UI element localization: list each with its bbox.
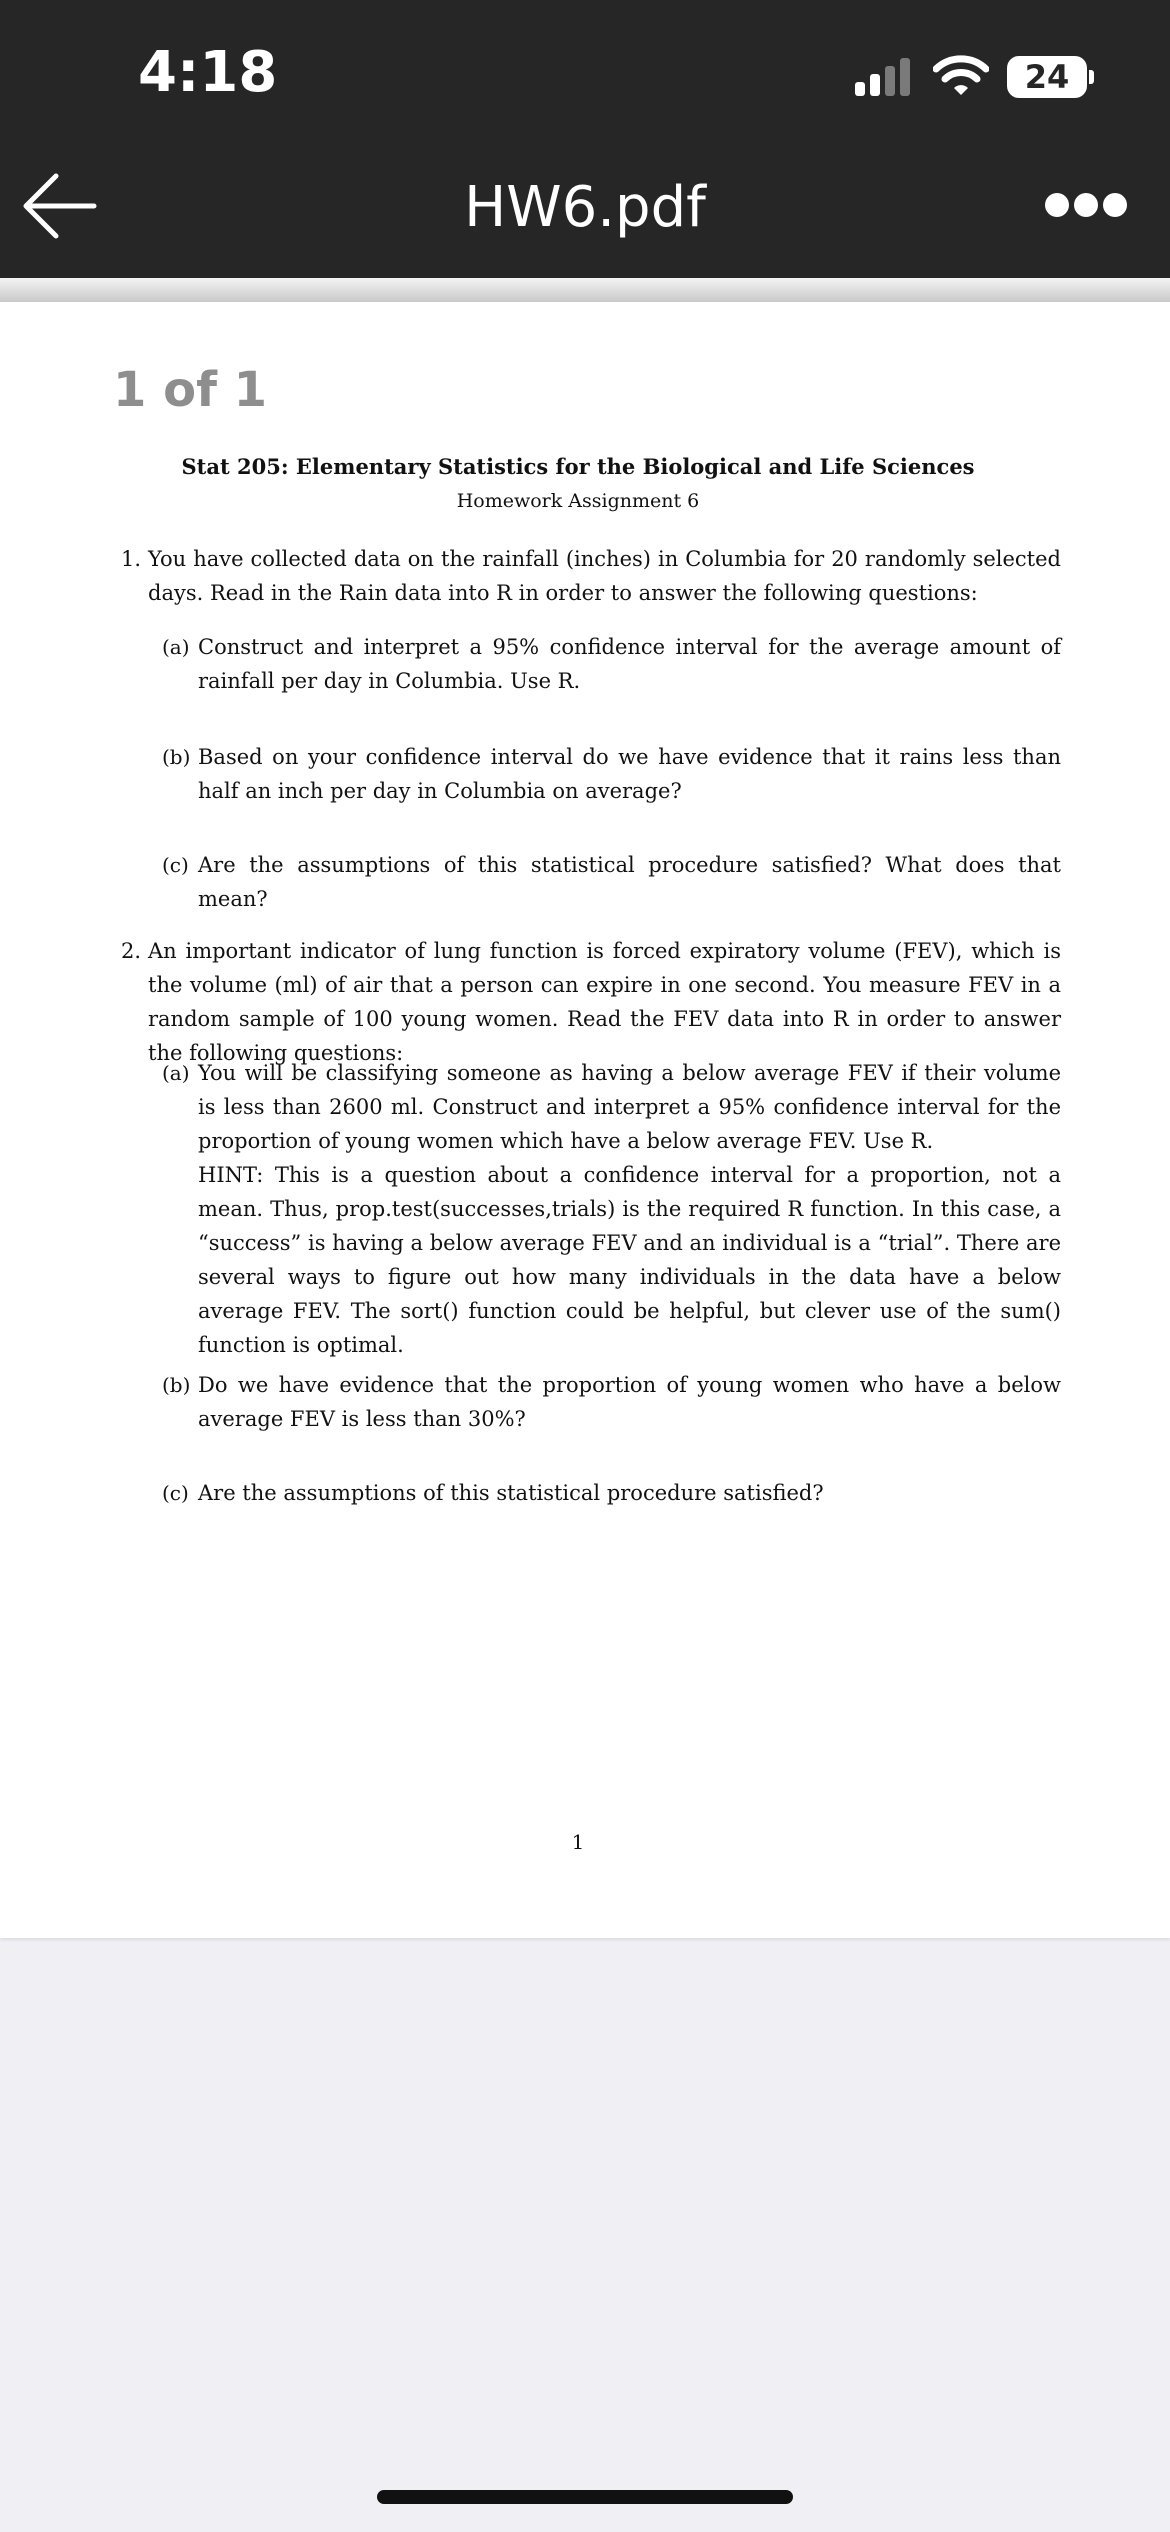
part-text: Do we have evidence that the proportion of young women who have a below average FEV is less than 30%? bbox=[198, 1373, 1061, 1431]
part-text: Are the assumptions of this statistical procedure satisfied? bbox=[198, 1481, 824, 1505]
part-label: (c) bbox=[162, 853, 189, 877]
assignment-title: Homework Assignment 6 bbox=[456, 490, 700, 512]
question-text: An important indicator of lung function is forced expiratory volume (FEV), which is the volume (ml) of air that a person can expire in one second. You measure FEV in a random sample of 100 young women. Read the FEV data into R in order to answer the following questions: bbox=[148, 939, 1061, 1065]
page-indicator: 1 of 1 bbox=[113, 362, 268, 418]
more-dots-icon[interactable] bbox=[1045, 193, 1125, 219]
question-1a bbox=[162, 630, 1061, 698]
home-indicator[interactable] bbox=[377, 2490, 793, 2504]
part-label: (b) bbox=[162, 745, 191, 769]
question-1 bbox=[121, 542, 1061, 610]
course-title: Stat 205: Elementary Statistics for the Biological and Life Sciences bbox=[181, 454, 975, 479]
part-label: (a) bbox=[162, 1061, 190, 1085]
question-number: 1. bbox=[121, 547, 142, 571]
hint-text: HINT: This is a question about a confidence interval for a proportion, not a mean. Thus, prop.test(successes,trials) is the required R function. In this case, a “success” is having a below average FEV and an individual is a “trial”. There are several ways to figure out how many individuals in the data have a below average FEV. The sort() function could be helpful, but clever use of the sum() function is optimal. bbox=[198, 1163, 1061, 1357]
wifi-icon bbox=[933, 55, 989, 97]
part-text: You will be classifying someone as having a below average FEV if their volume is less than 2600 ml. Construct and interpret a 95% confidence interval for the proportion of young women which have a below average FEV. Use R. bbox=[198, 1061, 1061, 1153]
battery-tip bbox=[1089, 70, 1094, 84]
part-label: (b) bbox=[162, 1373, 191, 1397]
status-time: 4:18 bbox=[138, 40, 278, 105]
question-1b bbox=[162, 740, 1061, 808]
battery-indicator: 24 bbox=[1007, 56, 1087, 98]
pdf-page bbox=[0, 302, 1170, 1938]
part-label: (c) bbox=[162, 1481, 189, 1505]
part-text: Based on your confidence interval do we have evidence that it rains less than half an inch per day in Columbia on average? bbox=[198, 745, 1061, 803]
question-number: 2. bbox=[121, 939, 142, 963]
question-1c bbox=[162, 848, 1061, 916]
document-title: HW6.pdf bbox=[464, 175, 706, 240]
page-number: 1 bbox=[571, 1830, 585, 1854]
top-bar bbox=[0, 0, 1170, 278]
part-text: Are the assumptions of this statistical procedure satisfied? What does that mean? bbox=[198, 853, 1061, 911]
question-2a bbox=[162, 1056, 1061, 1362]
question-2c bbox=[162, 1476, 1061, 1510]
part-label: (a) bbox=[162, 635, 190, 659]
question-text: You have collected data on the rainfall (inches) in Columbia for 20 randomly selected days. Read in the Rain data into R in order to answer the following questions: bbox=[148, 547, 1061, 605]
toolbar-separator bbox=[0, 278, 1170, 302]
part-text: Construct and interpret a 95% confidence interval for the average amount of rainfall per day in Columbia. Use R. bbox=[198, 635, 1061, 693]
cellular-signal-icon bbox=[855, 58, 915, 96]
question-2 bbox=[121, 934, 1061, 1070]
question-2b bbox=[162, 1368, 1061, 1436]
